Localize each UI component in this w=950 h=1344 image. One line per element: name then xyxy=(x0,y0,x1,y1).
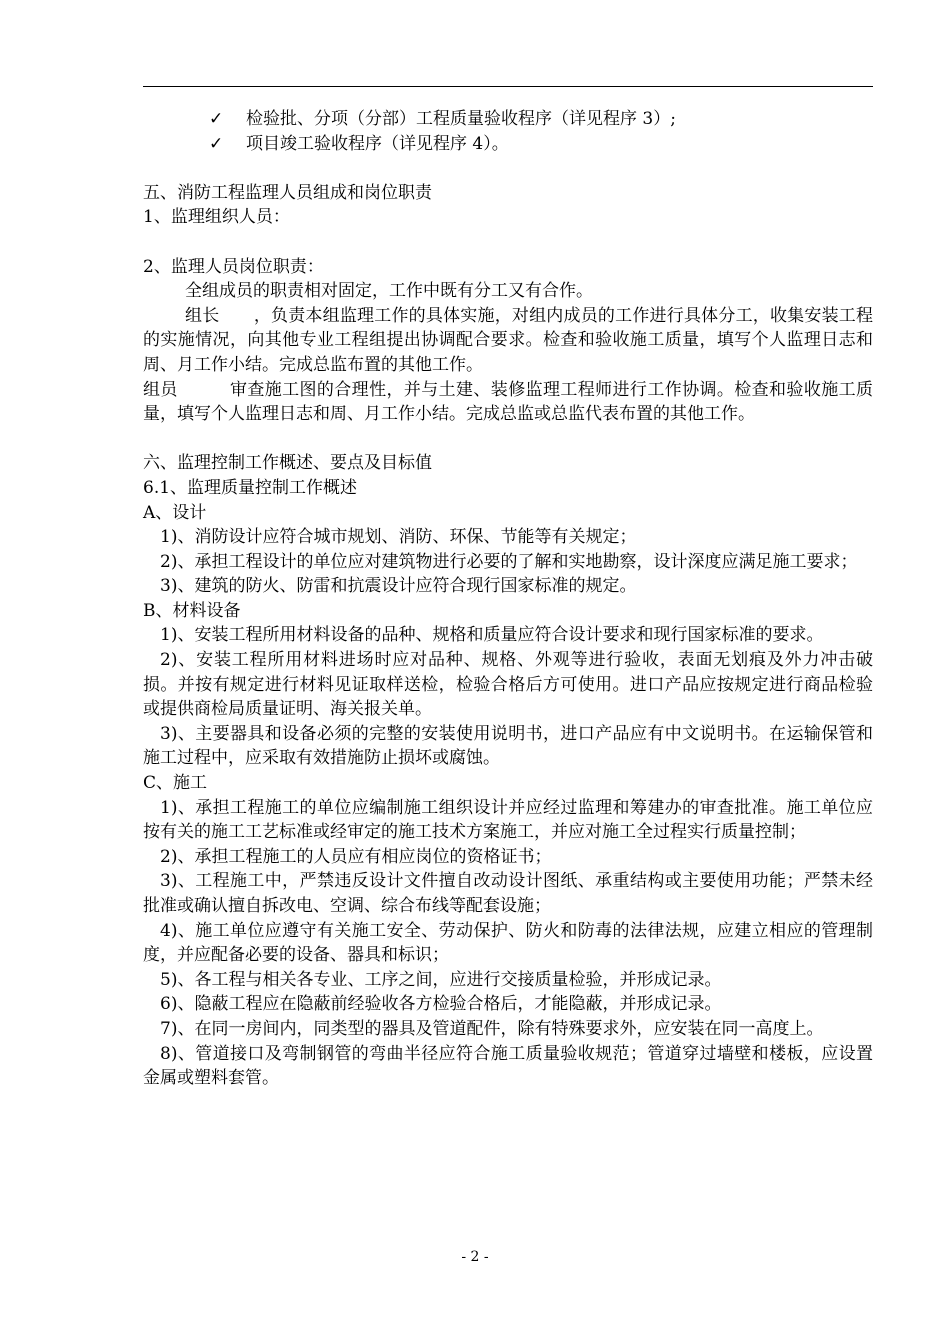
checkmark-icon: ✓ xyxy=(209,133,224,154)
list-item: 2)、承担工程施工的人员应有相应岗位的资格证书； xyxy=(160,846,552,867)
section-heading: 五、消防工程监理人员组成和岗位职责 xyxy=(143,182,432,203)
paragraph-leader: 组长 ，负责本组监理工作的具体实施，对组内成员的工作进行具体分工，收集安装工程的实施情况，向其他专业工程组提出协调配合要求。检查和验收施工质量，填写个人监理日志和周、月工作小结。完成总监布置的其他工作。 xyxy=(143,305,873,375)
paragraph: 全组成员的职责相对固定，工作中既有分工又有合作。 xyxy=(185,281,593,302)
list-item: 2)、安装工程所用材料进场时应对品种、规格、外观等进行验收，表面无划痕及外力冲击破损。并按有规定进行材料见证取样送检，检验合格后方可使用。进口产品应按规定进行商品检验或提供商检局质量证明、海关报关单。 xyxy=(143,650,873,720)
paragraph-member: 组员 审查施工图的合理性，并与土建、装修监理工程师进行工作协调。检查和验收施工质量，填写个人监理日志和周、月工作小结。完成总监或总监代表布置的其他工作。 xyxy=(143,379,873,425)
checklist-item: ✓ 项目竣工验收程序（详见程序 4）。 xyxy=(143,132,873,157)
list-item: 3)、主要器具和设备必须的完整的安装使用说明书，进口产品应有中文说明书。在运输保管和施工过程中，应采取有效措施防止损坏或腐蚀。 xyxy=(143,723,873,769)
list-item: 5)、各工程与相关各专业、工序之间，应进行交接质量检验，并形成记录。 xyxy=(160,969,722,990)
header-rule xyxy=(143,86,873,87)
category-title: B、材料设备 xyxy=(143,600,241,621)
list-item: 8)、管道接口及弯制钢管的弯曲半径应符合施工质量验收规范；管道穿过墙壁和楼板，应设置金属或塑料套管。 xyxy=(143,1043,873,1089)
list-item: 2)、承担工程设计的单位应对建筑物进行必要的了解和实地勘察，设计深度应满足施工要求； xyxy=(160,551,858,572)
category-title: A、设计 xyxy=(143,502,207,523)
list-item: 6)、隐蔽工程应在隐蔽前经验收各方检验合格后，才能隐蔽，并形成记录。 xyxy=(160,994,722,1015)
section-heading: 六、监理控制工作概述、要点及目标值 xyxy=(143,453,432,474)
category-title: C、施工 xyxy=(143,773,208,794)
subheading: 2、监理人员岗位职责： xyxy=(143,256,324,277)
document-body xyxy=(143,107,873,1091)
subheading: 6.1、监理质量控制工作概述 xyxy=(143,477,358,498)
list-item: 1)、承担工程施工的单位应编制施工组织设计并应经过监理和筹建办的审查批准。施工单位应按有关的施工工艺标准或经审定的施工技术方案施工，并应对施工全过程实行质量控制； xyxy=(143,797,873,843)
list-item: 7)、在同一房间内，同类型的器具及管道配件，除有特殊要求外，应安装在同一高度上。 xyxy=(160,1018,824,1039)
page-number: - 2 - xyxy=(461,1249,489,1265)
list-item: 1)、安装工程所用材料设备的品种、规格和质量应符合设计要求和现行国家标准的要求。 xyxy=(160,625,824,646)
list-item: 1)、消防设计应符合城市规划、消防、环保、节能等有关规定； xyxy=(160,527,637,548)
checkmark-icon: ✓ xyxy=(209,109,224,129)
list-item: 3)、建筑的防火、防雷和抗震设计应符合现行国家标准的规定。 xyxy=(160,576,637,597)
list-item: 3)、工程施工中，严禁违反设计文件擅自改动设计图纸、承重结构或主要使用功能；严禁未经批准或确认擅自拆改电、空调、综合布线等配套设施； xyxy=(143,871,873,916)
subheading: 1、监理组织人员： xyxy=(143,207,290,228)
checklist-item: ✓ 检验批、分项（分部）工程质量验收程序（详见程序 3）; xyxy=(143,107,873,132)
list-item: 4)、施工单位应遵守有关施工安全、劳动保护、防火和防毒的法律法规，应建立相应的管理制度，并应配备必要的设备、器具和标识； xyxy=(143,920,873,966)
